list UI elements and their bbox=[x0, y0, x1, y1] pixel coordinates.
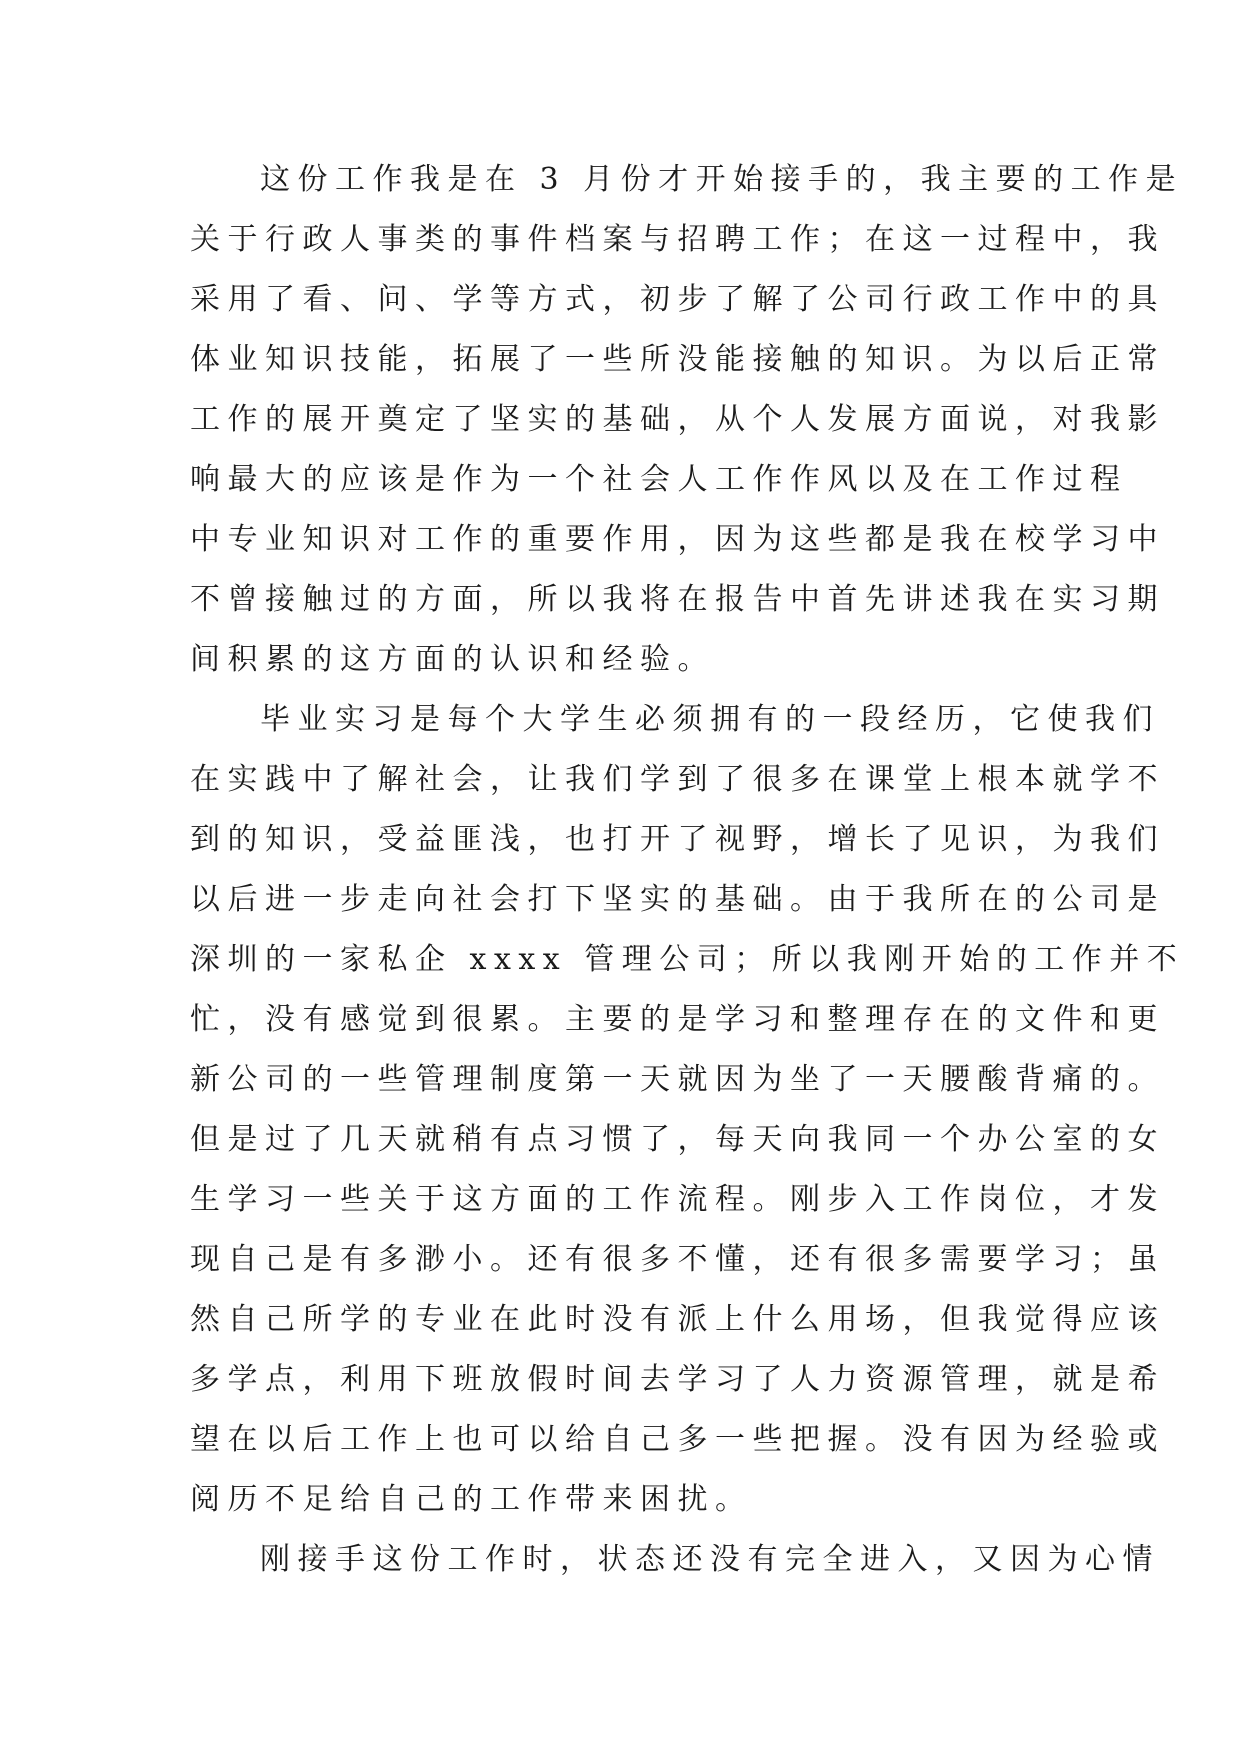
paragraph-line: 望在以后工作上也可以给自己多一些把握。没有因为经验或 bbox=[190, 1422, 1165, 1457]
paragraph-line: 刚接手这份工作时，状态还没有完全进入，又因为心情 bbox=[260, 1542, 1160, 1577]
paragraph-line: 多学点，利用下班放假时间去学习了人力资源管理，就是希 bbox=[190, 1362, 1165, 1397]
paragraph-3 bbox=[190, 1540, 1160, 1600]
paragraph-line: 中专业知识对工作的重要作用，因为这些都是我在校学习中 bbox=[190, 522, 1165, 557]
paragraph-line: 到的知识，受益匪浅，也打开了视野，增长了见识，为我们 bbox=[190, 822, 1165, 857]
paragraph-2 bbox=[190, 700, 1185, 1540]
paragraph-line: 间积累的这方面的认识和经验。 bbox=[190, 642, 715, 677]
paragraph-line: 采用了看、问、学等方式，初步了解了公司行政工作中的具 bbox=[190, 282, 1165, 317]
paragraph-line: 不曾接触过的方面，所以我将在报告中首先讲述我在实习期 bbox=[190, 582, 1165, 617]
paragraph-line: 毕业实习是每个大学生必须拥有的一段经历，它使我们 bbox=[260, 702, 1160, 737]
paragraph-line: 响最大的应该是作为一个社会人工作作风以及在工作过程 bbox=[190, 462, 1128, 497]
paragraph-line: 忙，没有感觉到很累。主要的是学习和整理存在的文件和更 bbox=[190, 1002, 1165, 1037]
paragraph-line: 深圳的一家私企 xxxx 管理公司；所以我刚开始的工作并不 bbox=[190, 942, 1185, 977]
paragraph-line: 关于行政人事类的事件档案与招聘工作；在这一过程中，我 bbox=[190, 222, 1165, 257]
paragraph-line: 但是过了几天就稍有点习惯了，每天向我同一个办公室的女 bbox=[190, 1122, 1165, 1157]
paragraph-line: 现自己是有多渺小。还有很多不懂，还有很多需要学习；虽 bbox=[190, 1242, 1165, 1277]
paragraph-line: 这份工作我是在 3 月份才开始接手的，我主要的工作是 bbox=[260, 162, 1184, 197]
paragraph-line: 生学习一些关于这方面的工作流程。刚步入工作岗位，才发 bbox=[190, 1182, 1165, 1217]
paragraph-line: 体业知识技能，拓展了一些所没能接触的知识。为以后正常 bbox=[190, 342, 1165, 377]
paragraph-line: 新公司的一些管理制度第一天就因为坐了一天腰酸背痛的。 bbox=[190, 1062, 1165, 1097]
paragraph-line: 工作的展开奠定了坚实的基础，从个人发展方面说，对我影 bbox=[190, 402, 1165, 437]
paragraph-line: 阅历不足给自己的工作带来困扰。 bbox=[190, 1482, 753, 1517]
document-body bbox=[190, 160, 1185, 1600]
paragraph-line: 在实践中了解社会，让我们学到了很多在课堂上根本就学不 bbox=[190, 762, 1165, 797]
paragraph-line: 以后进一步走向社会打下坚实的基础。由于我所在的公司是 bbox=[190, 882, 1165, 917]
paragraph-1 bbox=[190, 160, 1184, 700]
paragraph-line: 然自己所学的专业在此时没有派上什么用场，但我觉得应该 bbox=[190, 1302, 1165, 1337]
